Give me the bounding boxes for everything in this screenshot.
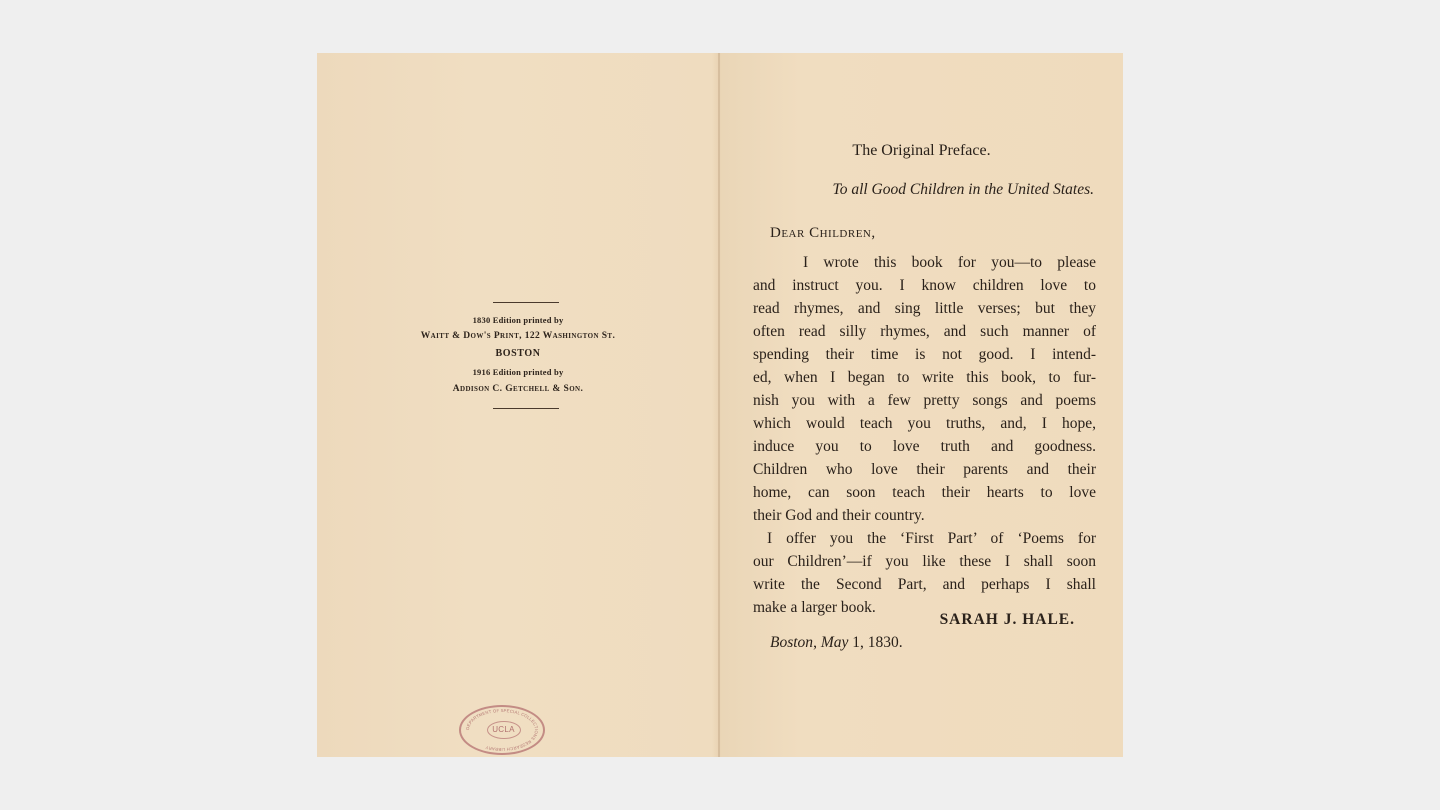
page-title: The Original Preface. [852,142,991,159]
dateline-separator: , [813,634,821,651]
stamp-center-text: UCLA [492,725,515,734]
salutation: Dear Children, [770,225,876,241]
signature: SARAH J. HALE. [939,611,1075,628]
dateline [770,634,903,652]
left-page [317,53,719,757]
imprint-line-4: 1916 Edition printed by [472,367,564,377]
book-spread [317,53,1123,757]
body-line: and instruct you. I know children love to [753,277,1096,294]
dateline-month: May [820,634,849,651]
body-line: our Children’—if you like these I shall soon [753,553,1096,570]
body-line: Children who love their parents and their [753,461,1096,478]
library-stamp [459,705,545,755]
body-line: which would teach you truths, and, I hope, [753,415,1096,432]
dateline-rest: 1, 1830. [848,634,903,651]
imprint-line-1: 1830 Edition printed by [472,315,564,325]
body-line: their God and their country. [753,507,925,524]
body-line: nish you with a few pretty songs and poems [753,392,1096,409]
imprint-line-5: Addison C. Getchell & Son. [452,384,584,394]
dateline-place: Boston [770,634,814,651]
stamp-center [487,721,521,739]
imprint-line-2: Waitt & Dow's Print, 122 Washington St. [420,331,616,341]
body-line: write the Second Part, and perhaps I shall [753,576,1096,593]
dedication: To all Good Children in the United States. [832,181,1094,198]
right-page [720,53,1123,757]
body-line: often read silly rhymes, and such manner of [753,323,1096,340]
body-line: home, can soon teach their hearts to love [753,484,1096,501]
body-line: spending their time is not good. I intend- [753,346,1096,363]
stamp-ring-textpath: DEPARTMENT OF SPECIAL COLLECTIONS RESEARCH LIBRARY [464,707,540,753]
body-line: ed, when I began to write this book, to fur- [753,369,1096,386]
imprint-top-rule [493,302,559,303]
body-line: make a larger book. [753,599,876,616]
body-line: read rhymes, and sing little verses; but they [753,300,1096,317]
body-line: induce you to love truth and goodness. [753,438,1096,455]
body-line: I offer you the ‘First Part’ of ‘Poems for [767,530,1096,547]
imprint-bottom-rule [493,408,559,409]
imprint-line-3: BOSTON [495,348,541,359]
body-line: I wrote this book for you—to please [803,254,1096,271]
